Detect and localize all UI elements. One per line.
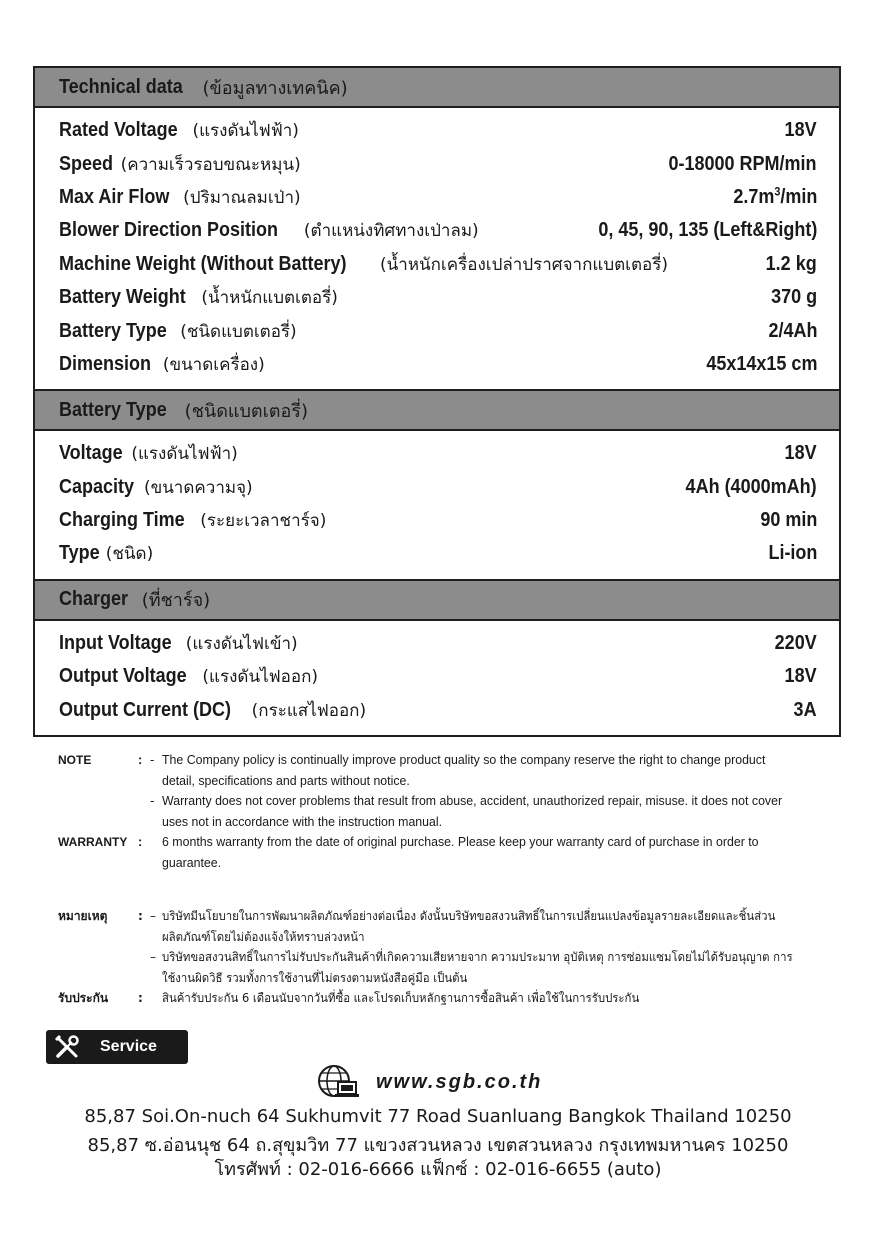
spec-value: 1.2 kg: [765, 252, 817, 275]
spec-label: Output Voltage: [59, 665, 187, 688]
spec-value: 3A: [793, 698, 817, 721]
spec-label: Type: [59, 542, 100, 565]
spec-label-thai: (ชนิด): [105, 544, 154, 565]
spec-label-thai: (ขนาดความจุ): [143, 477, 253, 498]
spec-row-output-current: [59, 693, 817, 726]
note-text: The Company policy is continually improve product quality so the company reserve the right to change product detail, specifications and parts without notice.: [162, 752, 766, 788]
spec-label-thai: (ปริมาณลมเป่า): [183, 187, 301, 208]
spec-label: Charging Time: [59, 509, 185, 532]
section-header-charger: [35, 581, 839, 621]
note-row: – บริษัทขอสงวนสิทธิ์ในการไม่รับประกันสินค้าที่เกิดความเสียหายจาก ความประมาท อุบัติเหตุ การซ่อมแซมโดยไม่ได้รับอนุญาต การใช้งานผิดวิธี รวมทั้งการใช้งานที่ไม่ตรงตามหนังสือคู่มือ เป็นต้น: [58, 947, 828, 988]
spec-label: Battery Weight: [59, 286, 186, 309]
warranty-text: สินค้ารับประกัน 6 เดือนนับจากวันที่ซื้อ และโปรดเก็บหลักฐานการซื้อสินค้า เพื่อใช้ในการรับประกัน: [162, 991, 640, 1005]
spec-label-thai: (ความเร็วรอบขณะหมุน): [120, 154, 301, 175]
spec-label: Max Air Flow: [59, 185, 170, 208]
section-title: Charger: [59, 588, 129, 611]
wrench-screwdriver-icon: [54, 1034, 80, 1060]
warranty-label: WARRANTY: [58, 835, 128, 849]
warranty-row: WARRANTY : 6 months warranty from the date of original purchase. Please keep your warranty card of purchase in order to guarantee.: [58, 832, 828, 873]
spec-label: Capacity: [59, 475, 135, 498]
spec-label-thai: (แรงดันไฟออก): [202, 667, 319, 688]
section-header-technical-data: [35, 68, 839, 108]
spec-label-thai: (กระแสไฟออก): [251, 700, 367, 721]
spec-row-machine-weight: [59, 248, 817, 281]
warranty-row: รับประกัน : สินค้ารับประกัน 6 เดือนนับจากวันที่ซื้อ และโปรดเก็บหลักฐานการซื้อสินค้า เพื่อใช้ในการรับประกัน: [58, 988, 828, 1009]
spec-value: 18V: [784, 442, 817, 465]
section-title-thai: (ข้อมูลทางเทคนิค): [202, 77, 348, 99]
spec-value: 90 min: [759, 509, 817, 532]
note-row: NOTE : - The Company policy is continually improve product quality so the company reserve the right to change product detail, specifications and parts without notice.: [58, 750, 828, 791]
note-row: หมายเหตุ : – บริษัทมีนโยบายในการพัฒนาผลิตภัณฑ์อย่างต่อเนื่อง ดังนั้นบริษัทขอสงวนสิทธิ์ในการเปลี่ยนแปลงข้อมูลรายละเอียดและชิ้นส่วนผลิตภัณฑ์โดยไม่ต้องแจ้งให้ทราบล่วงหน้า: [58, 906, 828, 947]
spec-label-thai: (น้ำหนักเครื่องเปล่าปราศจากแบตเตอรี่): [380, 254, 668, 275]
spec-row-rated-voltage: [59, 114, 817, 147]
note-label: NOTE: [58, 753, 92, 767]
section-title-thai: (ชนิดแบตเตอรี่): [184, 400, 308, 422]
note-text: บริษัทมีนโยบายในการพัฒนาผลิตภัณฑ์อย่างต่อเนื่อง ดังนั้นบริษัทขอสงวนสิทธิ์ในการเปลี่ยนแปลงข้อมูลรายละเอียดและชิ้นส่วนผลิตภัณฑ์โดยไม่ต้องแจ้งให้ทราบล่วงหน้า: [162, 909, 776, 944]
notes-english: [58, 750, 828, 873]
website-url[interactable]: www.sgb.co.th: [376, 1070, 543, 1093]
spec-label: Battery Type: [59, 319, 167, 342]
note-text: Warranty does not cover problems that result from abuse, accident, unauthorized repair, misuse. it does not cover uses not in accordance with the instruction manual.: [162, 793, 783, 829]
spec-label: Speed: [59, 152, 114, 175]
section-body-battery-type: [35, 431, 839, 581]
spec-row-battery-weight: [59, 281, 817, 314]
spec-value: 220V: [774, 631, 817, 654]
spec-label: Blower Direction Position: [59, 219, 279, 242]
spec-row-blower-direction: [59, 214, 817, 247]
spec-label: Machine Weight (Without Battery): [59, 252, 347, 275]
spec-value: Li-ion: [768, 542, 817, 565]
spec-value: 18V: [784, 119, 817, 142]
spec-value: 4Ah (4000mAh): [685, 475, 817, 498]
spec-label: Output Current (DC): [59, 698, 231, 721]
spec-label-thai: (น้ำหนักแบตเตอรี่): [201, 288, 338, 309]
spec-label-thai: (แรงดันไฟฟ้า): [192, 121, 299, 142]
warranty-text: 6 months warranty from the date of original purchase. Please keep your warranty card of purchase in order to guarantee.: [162, 834, 759, 870]
service-label: Service: [100, 1038, 157, 1055]
spec-row-dimension: [59, 348, 817, 381]
note-label: หมายเหตุ: [58, 909, 108, 923]
spec-table: [33, 66, 841, 737]
note-text: บริษัทขอสงวนสิทธิ์ในการไม่รับประกันสินค้าที่เกิดความเสียหายจาก ความประมาท อุบัติเหตุ การซ่อมแซมโดยไม่ได้รับอนุญาต การใช้งานผิดวิธี รวมทั้งการใช้งานที่ไม่ตรงตามหนังสือคู่มือ เป็นต้น: [162, 950, 793, 985]
spec-value: 45x14x15 cm: [705, 352, 817, 375]
spec-label-thai: (ระยะเวลาชาร์จ): [200, 511, 327, 532]
spec-label: Input Voltage: [59, 631, 172, 654]
spec-label: Dimension: [59, 352, 152, 375]
service-badge: [46, 1030, 188, 1064]
globe-computer-icon: [316, 1064, 360, 1100]
spec-row-input-voltage: [59, 627, 817, 660]
note-row: - Warranty does not cover problems that result from abuse, accident, unauthorized repair, misuse. it does not cover uses not in accordance with the instruction manual.: [58, 791, 828, 832]
spec-value: $2.7m^3/\min$: [732, 184, 817, 208]
spec-value: 18V: [784, 665, 817, 688]
section-title: Battery Type: [59, 398, 167, 421]
phone-fax: โทรศัพท์ : 02-016-6666 แฟ็กซ์ : 02-016-6655 (auto): [214, 1159, 662, 1180]
spec-label-thai: (ขนาดเครื่อง): [162, 354, 265, 375]
spec-value: 0-18000 RPM/min: [668, 152, 817, 175]
spec-row-max-air-flow: [59, 181, 817, 214]
spec-value: 0, 45, 90, 135 (Left&Right): [597, 219, 817, 242]
spec-label-thai: (ชนิดแบตเตอรี่): [180, 321, 297, 342]
spec-value: 2/4Ah: [767, 319, 817, 342]
notes-thai: [58, 906, 828, 1009]
spec-row-voltage: [59, 437, 817, 470]
website: [316, 1064, 542, 1100]
spec-row-capacity: [59, 471, 817, 504]
section-body-technical-data: [35, 108, 839, 391]
spec-row-battery-type: [59, 314, 817, 347]
spec-row-charging-time: [59, 504, 817, 537]
section-title-thai: (ที่ชาร์จ): [141, 590, 211, 612]
spec-row-type: [59, 537, 817, 570]
section-header-battery-type: [35, 391, 839, 431]
warranty-label: รับประกัน: [58, 991, 109, 1005]
spec-row-output-voltage: [59, 660, 817, 693]
section-title: Technical data: [59, 75, 183, 98]
section-body-charger: [35, 621, 839, 735]
address-english: 85,87 Soi.On-nuch 64 Sukhumvit 77 Road Suanluang Bangkok Thailand 10250: [84, 1106, 792, 1127]
spec-row-speed: [59, 147, 817, 180]
spec-label: Voltage: [59, 442, 123, 465]
spec-label-thai: (ตำแหน่งทิศทางเป่าลม): [303, 221, 479, 242]
spec-label-thai: (แรงดันไฟฟ้า): [131, 444, 238, 465]
spec-label-thai: (แรงดันไฟเข้า): [185, 633, 298, 654]
spec-label: Rated Voltage: [59, 119, 178, 142]
address-thai: 85,87 ซ.อ่อนนุช 64 ถ.สุขุมวิท 77 แขวงสวนหลวง เขตสวนหลวง กรุงเทพมหานคร 10250: [87, 1135, 789, 1156]
spec-value: 370 g: [770, 286, 817, 309]
